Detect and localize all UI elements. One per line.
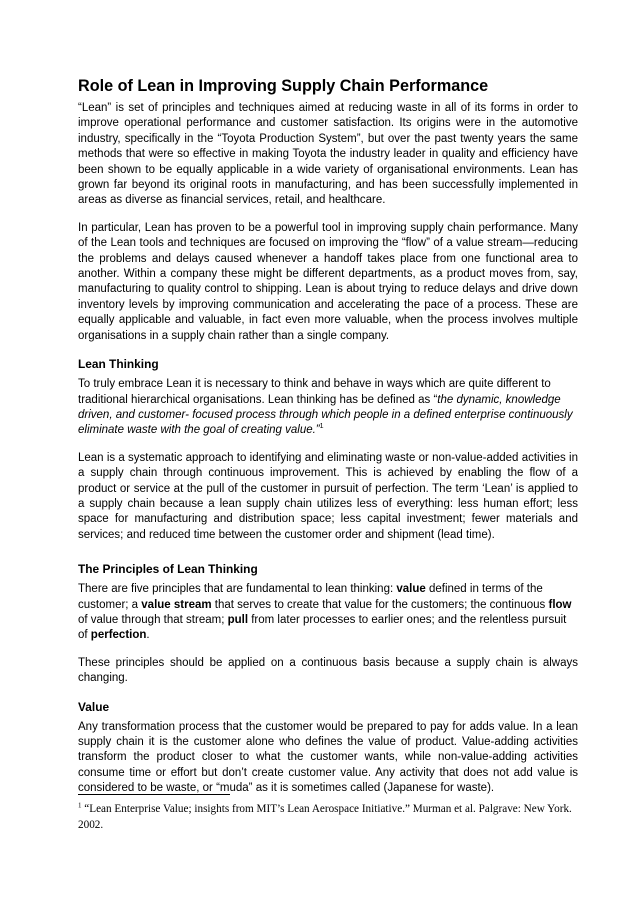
- intro-paragraph-2: In particular, Lean has proven to be a powerful tool in improving supply chain performance. Many of the Lean tools and techniques are focused on improving the “flow” of a value stream—reducing the problems and delays caused whenever a handoff takes place from one functional area to another. Within a company these might be different departments, as a product moves from, say, manufacturing to quality control to shipping. Lean is about trying to reduce delays and drive down inventory levels by improving communication and accelerating the pace of a process. These are equally applicable and valuable, in fact even more valuable, when the process involves multiple organisations in a supply chain rather than a single company.: [78, 221, 578, 342]
- principles-text: defined in terms of the customer; a: [78, 583, 543, 611]
- principle-perfection: perfection: [90, 629, 147, 642]
- value-paragraph-1: Any transformation process that the customer would be prepared to pay for adds value. In a lean supply chain it is the customer alone who defines the value of product. Value-adding activities transform the product closer to what the customer wants, while non-value-adding activities consume time or effort but don’t create customer value. Any activity that does not add value is considered to be waste, or “muda” as it is sometimes called (Japanese for waste).: [78, 720, 578, 795]
- principles-paragraph-1: [78, 582, 578, 644]
- footnote: [78, 801, 578, 833]
- footnote-separator: [78, 794, 230, 795]
- principles-text: of value through that stream;: [78, 613, 228, 626]
- page-title: Role of Lean in Improving Supply Chain Performance: [78, 77, 489, 95]
- principles-text: .: [146, 629, 150, 642]
- principles-paragraph-2: These principles should be applied on a continuous basis because a supply chain is always changing.: [78, 656, 578, 685]
- footnote-text: “Lean Enterprise Value; insights from MIT’s Lean Aerospace Initiative.” Murman et al. Palgrave: New York. 2002.: [78, 803, 572, 831]
- principle-value: value: [396, 583, 426, 596]
- lean-thinking-paragraph-2: Lean is a systematic approach to identifying and eliminating waste or non-value-added activities in a supply chain through continuous improvement. This is achieved by enabling the flow of a product or service at the pull of the customer in pursuit of perfection. The term ‘Lean’ is applied to a supply chain because a lean supply chain utilizes less of everything: less human effort; less space for manufacturing and distribution space; less capital investment; fewer materials and services; and reduced time between the customer order and shipment (lead time).: [78, 451, 578, 541]
- heading-principles: The Principles of Lean Thinking: [78, 562, 258, 577]
- intro-paragraph-1: “Lean” is set of principles and techniques aimed at reducing waste in all of its forms in order to improve operational performance and customer satisfaction. Its origins were in the automotive industry, specifically in the “Toyota Production System”, but over the past twenty years the same methods that were so effective in making Toyota the industry leader in quality and efficiency have been shown to be equally applicable in a wide variety of organisational environments. Lean has grown far beyond its original roots in manufacturing, and has been successfully implemented in areas as diverse as financial services, retail, and healthcare.: [78, 102, 578, 207]
- document-body: [78, 76, 578, 809]
- heading-value: Value: [78, 699, 110, 714]
- principles-text: There are five principles that are fundamental to lean thinking:: [78, 583, 397, 596]
- lean-thinking-paragraph-1: [78, 377, 578, 439]
- lean-definition-quote: the dynamic, knowledge driven, and customer- focused process through which people in a defined enterprise continuously eliminate waste with the goal of creating value.”: [78, 393, 573, 437]
- principle-value-stream: value stream: [141, 598, 212, 611]
- footnote-mark: 1: [78, 801, 82, 810]
- lean-thinking-text: To truly embrace Lean it is necessary to think and behave in ways which are quite different to traditional hierarchical organisations. Lean thinking has be defined as “: [78, 378, 551, 406]
- principles-text: from later processes to earlier ones; and the relentless pursuit of: [78, 613, 567, 642]
- principles-text: that serves to create that value for the customers; the continuous: [211, 598, 549, 611]
- heading-lean-thinking: Lean Thinking: [78, 357, 159, 372]
- footnote-reference[interactable]: 1: [319, 423, 324, 431]
- principle-flow: flow: [548, 598, 572, 611]
- principle-pull: pull: [227, 613, 249, 626]
